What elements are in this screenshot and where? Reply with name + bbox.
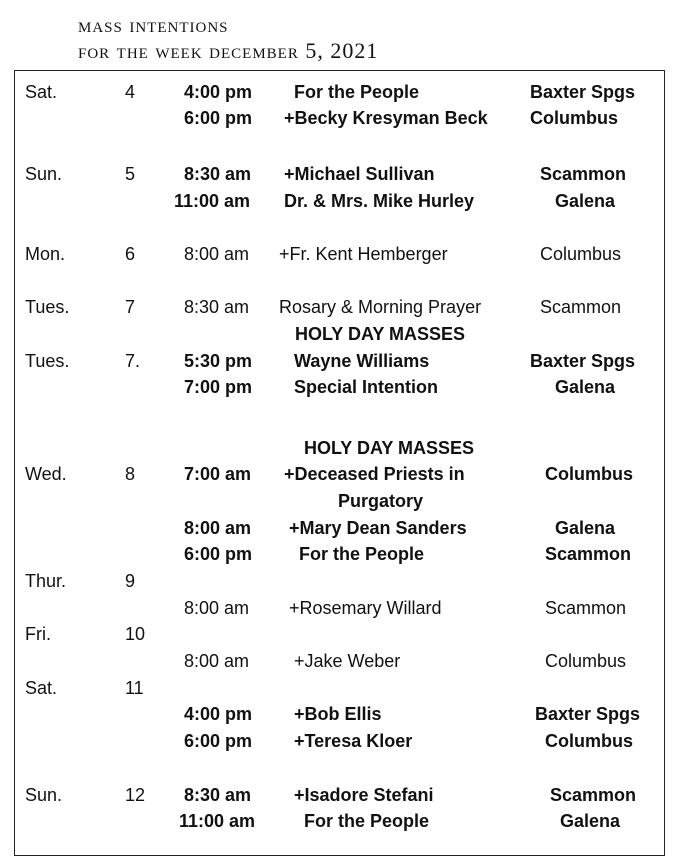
date-label: 8	[125, 464, 136, 484]
mass-intention: Wayne Williams	[294, 351, 430, 371]
mass-intention: +Michael Sullivan	[284, 164, 435, 184]
mass-intention: For the People	[294, 82, 420, 102]
mass-intention: Special Intention	[294, 377, 439, 397]
holy-day-heading: HOLY DAY MASSES	[294, 324, 466, 344]
mass-location: Columbus	[545, 651, 627, 671]
date-label: 5	[125, 164, 136, 184]
mass-time: 8:30 am	[184, 164, 252, 184]
day-label: Mon.	[25, 244, 66, 264]
mass-intention: +Becky Kresyman Beck	[284, 108, 488, 128]
date-label: 4	[125, 82, 136, 102]
mass-time: 4:00 pm	[184, 704, 253, 724]
mass-location: Scammon	[545, 598, 627, 618]
mass-location: Galena	[555, 377, 616, 397]
mass-location: Galena	[555, 518, 616, 538]
day-label: Sat.	[25, 82, 58, 102]
mass-location: Baxter Spgs	[530, 82, 636, 102]
mass-intention: +Deceased Priests in	[284, 464, 465, 484]
mass-time: 6:00 pm	[184, 731, 253, 751]
mass-time: 6:00 pm	[184, 544, 253, 564]
mass-location: Columbus	[545, 464, 633, 484]
date-label: 9	[125, 571, 136, 591]
mass-time: 8:00 am	[184, 651, 250, 671]
mass-intention: +Isadore Stefani	[294, 785, 434, 805]
mass-location: Baxter Spgs	[535, 704, 641, 724]
mass-intention: +Jake Weber	[294, 651, 401, 671]
holy-day-heading: HOLY DAY MASSES	[303, 438, 475, 458]
date-label: 7.	[125, 351, 141, 371]
mass-time: 5:30 pm	[184, 351, 253, 371]
mass-time: 8:00 am	[184, 598, 250, 618]
mass-time: 8:30 am	[184, 785, 252, 805]
day-label: Sat.	[25, 678, 58, 698]
mass-intention: For the People	[304, 811, 430, 831]
mass-location: Galena	[555, 191, 616, 211]
page-title: mass intentions	[78, 12, 229, 37]
mass-time: 8:00 am	[184, 244, 250, 264]
mass-location: Scammon	[550, 785, 637, 805]
date-label: 11	[125, 678, 144, 698]
mass-time: 6:00 pm	[184, 108, 253, 128]
mass-intention: +Fr. Kent Hemberger	[279, 244, 448, 264]
mass-location: Columbus	[540, 244, 622, 264]
mass-intention: For the People	[299, 544, 425, 564]
mass-intention: Rosary & Morning Prayer	[279, 297, 482, 317]
mass-time: 8:00 am	[184, 518, 252, 538]
mass-intention: +Bob Ellis	[294, 704, 382, 724]
date-label: 12	[125, 785, 146, 805]
day-label: Sun.	[25, 164, 63, 184]
page-subtitle: for the week december 5, 2021	[78, 38, 379, 63]
mass-location: Baxter Spgs	[530, 351, 636, 371]
mass-time: 8:30 am	[184, 297, 250, 317]
day-label: Tues.	[25, 297, 70, 317]
date-label: 10	[125, 624, 146, 644]
mass-location: Scammon	[545, 544, 632, 564]
mass-time: 7:00 am	[184, 464, 252, 484]
mass-location: Scammon	[540, 297, 622, 317]
date-label: 7	[125, 297, 136, 317]
mass-intention: Dr. & Mrs. Mike Hurley	[284, 191, 475, 211]
day-label: Wed.	[25, 464, 67, 484]
mass-intention: +Mary Dean Sanders	[289, 518, 467, 538]
mass-intention-continued: Purgatory	[338, 491, 424, 511]
mass-time: 11:00 am	[179, 811, 256, 831]
mass-time: 4:00 pm	[184, 82, 253, 102]
mass-time: 11:00 am	[174, 191, 251, 211]
day-label: Thur.	[25, 571, 67, 591]
mass-intention: +Rosemary Willard	[289, 598, 442, 618]
mass-location: Columbus	[530, 108, 618, 128]
mass-time: 7:00 pm	[184, 377, 253, 397]
date-label: 6	[125, 244, 136, 264]
day-label: Tues.	[25, 351, 70, 371]
mass-location: Columbus	[545, 731, 633, 751]
day-label: Fri.	[25, 624, 51, 644]
mass-location: Galena	[560, 811, 621, 831]
day-label: Sun.	[25, 785, 63, 805]
mass-location: Scammon	[540, 164, 627, 184]
mass-intention: +Teresa Kloer	[294, 731, 413, 751]
